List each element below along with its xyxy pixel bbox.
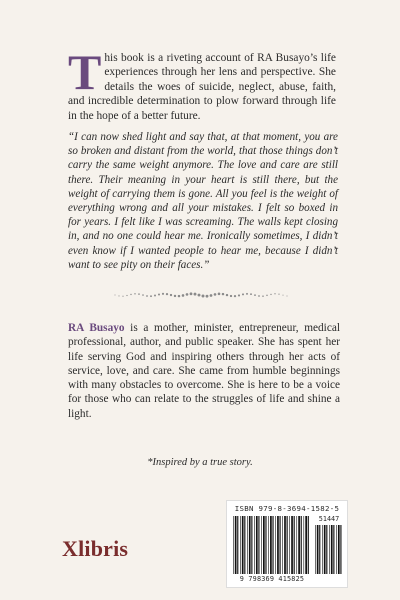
intro-paragraph (68, 44, 336, 123)
barcode-bar (240, 516, 241, 574)
barcode-addon-number: 51447 (318, 515, 340, 523)
barcode-bar (249, 516, 251, 574)
barcode-bar (294, 516, 295, 574)
barcode-bar (315, 525, 316, 574)
author-bio-text: is a mother, minister, entrepreneur, medical professional, author, and public speaker. She has spent her life serving God and inspiring others through her acts of service, love, and care. She came from humble beginnings with many obstacles to overcome. She is here to be a voice for those who can relate to the struggles of life and shine a light. (68, 322, 340, 420)
isbn-barcode (226, 500, 348, 588)
divider-dot (282, 295, 283, 296)
barcode-bar (256, 516, 258, 574)
isbn-label: ISBN 979-8-3694-1582-5 (234, 504, 340, 513)
barcode-bar (280, 516, 281, 574)
barcode-bar (298, 516, 300, 574)
divider-dot (178, 295, 180, 297)
barcode-ean-number: 9 798369 415825 (239, 575, 305, 583)
publisher-logo: Xlibris (62, 536, 129, 561)
ornamental-divider (113, 291, 288, 299)
barcode-bars-main (233, 516, 311, 574)
divider-dot (146, 295, 148, 297)
barcode-bar (333, 525, 334, 574)
author-name: RA Busayo (68, 322, 125, 334)
barcode-bar (319, 525, 320, 574)
inspired-note: *Inspired by a true story. (147, 457, 253, 468)
divider-dot (222, 293, 224, 295)
divider-dot (234, 295, 236, 297)
divider-dot (250, 293, 252, 295)
divider-dot (186, 293, 189, 296)
barcode-bar (275, 516, 276, 574)
barcode-bar (242, 516, 244, 574)
divider-dot (218, 293, 221, 296)
barcode-bar (244, 516, 245, 574)
barcode-bar (282, 516, 283, 574)
barcode-bar (296, 516, 297, 574)
divider-dot (158, 293, 160, 295)
divider-dot (134, 293, 135, 294)
divider-dot (206, 295, 209, 298)
barcode-bar (329, 525, 330, 574)
barcode-bar (235, 516, 237, 574)
divider-dot (118, 295, 119, 296)
barcode-bar (308, 516, 309, 574)
barcode-bar (289, 516, 290, 574)
divider-dot (166, 293, 168, 295)
barcode-bar (272, 516, 273, 574)
barcode-bars-addon (315, 525, 343, 574)
divider-dot (174, 295, 176, 297)
divider-dot (254, 294, 256, 296)
barcode-bar (258, 516, 259, 574)
barcode-bar (237, 516, 238, 574)
divider-dot (210, 294, 213, 297)
barcode-bar (247, 516, 248, 574)
divider-dot (122, 296, 123, 297)
author-bio (68, 321, 340, 421)
divider-dot (150, 295, 152, 297)
barcode-bar (254, 516, 255, 574)
divider-dot (170, 294, 172, 296)
divider-dot (182, 294, 185, 297)
barcode-bar (251, 516, 252, 574)
divider-dot (242, 293, 244, 295)
barcode-bar (270, 516, 272, 574)
barcode-bar (336, 525, 337, 574)
barcode-bar (268, 516, 269, 574)
barcode-bar (277, 516, 279, 574)
divider-dot (214, 293, 217, 296)
divider-dot (274, 293, 275, 294)
divider-dot (258, 295, 260, 297)
divider-dot (278, 294, 279, 295)
divider-dot (130, 294, 131, 295)
divider-dot (198, 294, 201, 297)
barcode-bar (233, 516, 234, 574)
barcode-bar (317, 525, 319, 574)
barcode-bar (261, 516, 262, 574)
divider-dot (202, 294, 205, 297)
divider-dot (270, 294, 271, 295)
divider-dot (142, 294, 144, 296)
divider-dot (262, 295, 264, 297)
divider-dot (115, 295, 116, 296)
divider-dot (138, 293, 140, 295)
divider-dot (246, 293, 248, 295)
barcode-bar (284, 516, 286, 574)
divider-dot (162, 293, 164, 295)
divider-dot (266, 295, 267, 296)
barcode-bar (338, 525, 340, 574)
divider-dot (154, 295, 156, 297)
intro-text: his book is a riveting account of RA Busayo’s life experiences through her lens and perspective. She details the woes of suicide, neglect, abuse, faith, and incredible determination to plow forward through life in the hope of a better future. (68, 52, 336, 122)
barcode-bar (324, 525, 326, 574)
divider-dot (238, 294, 240, 296)
drop-cap: T (68, 44, 102, 100)
barcode-bar (304, 516, 305, 574)
barcode-bar (301, 516, 302, 574)
barcode-bar (287, 516, 288, 574)
barcode-bar (265, 516, 266, 574)
divider-dot (190, 292, 193, 295)
divider-dot (126, 295, 127, 296)
book-excerpt-quote: “I can now shed light and say that, at that moment, you are so broken and distant from the world, that those things don’t carry the same weight anymore. The love and care are still there. Their meaning in your heart is still there, but the weight of carrying them is gone. All you feel is the weight of everything wrong and all your mistakes. I felt so boxed in for years. I felt like I was screaming. The walls kept closing in, and no one could hear me. Ironically sometimes, I didn’t even know if I wanted people to hear me, because I didn’t want to see pity on their faces.” (68, 131, 338, 271)
barcode-bar (331, 525, 333, 574)
barcode-bar (263, 516, 265, 574)
barcode-bar (340, 525, 341, 574)
divider-dot (226, 294, 228, 296)
barcode-bar (305, 516, 307, 574)
barcode-bar (322, 525, 323, 574)
barcode-bar (326, 525, 327, 574)
divider-dot (287, 296, 288, 297)
barcode-bar (291, 516, 293, 574)
divider-dot (230, 295, 232, 297)
divider-dot (194, 293, 197, 296)
